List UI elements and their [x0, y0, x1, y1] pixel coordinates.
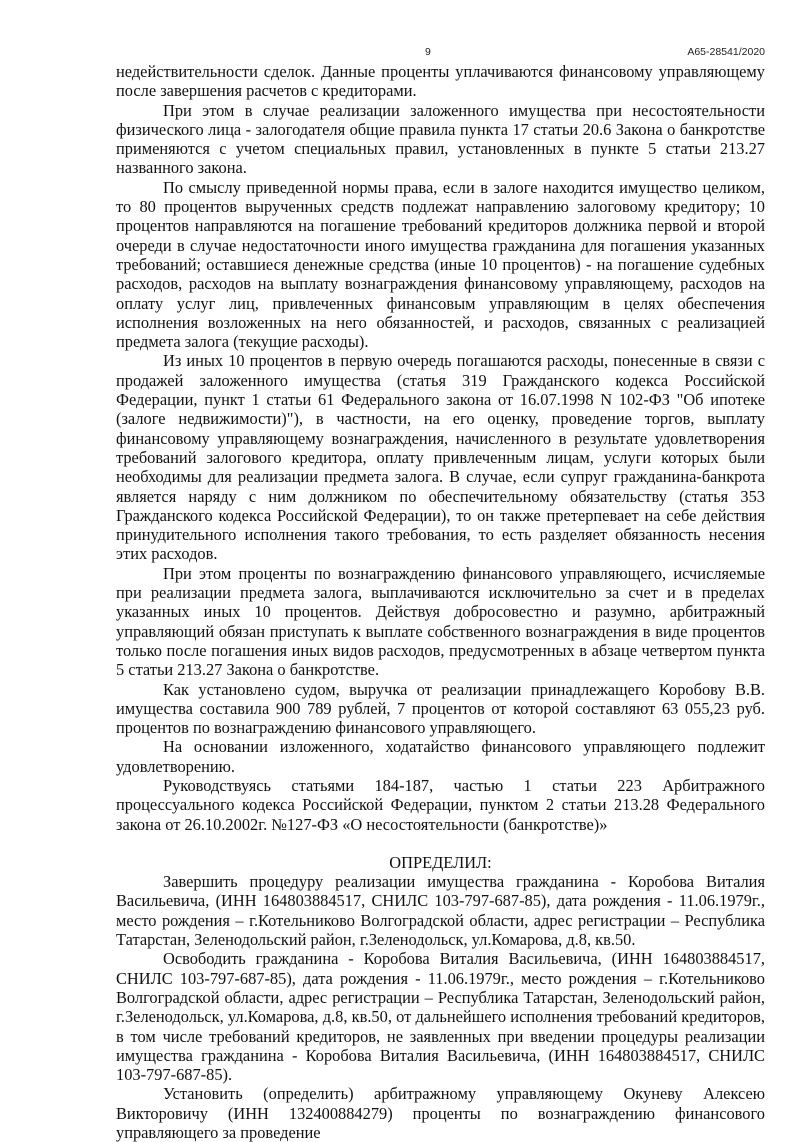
paragraph: На основании изложенного, ходатайство финансового управляющего подлежит удовлетворению. [116, 737, 765, 776]
paragraph: Из иных 10 процентов в первую очередь погашаются расходы, понесенные в связи с продажей заложенного имущества (статья 319 Гражданского кодекса Российской Федерации, пункт 1 статьи 61 Федерального закона от 16.07.1998 N 102-ФЗ "Об ипотеке (залоге недвижимости)"), в частности, на его оценку, проведение торгов, выплату финансовому управляющему вознаграждения, начисленного в результате удовлетворения требований залогового кредитора, оплату привлеченным лицам, услуги которых были необходимы для реализации предмета залога. В случае, если супруг гражданина-банкрота является наряду с ним должником по обеспечительному обязательству (статья 353 Гражданского кодекса Российской Федерации), то он также претерпевает на себе действия принудительного исполнения такого требования, то есть разделяет обязанность несения этих расходов. [116, 351, 765, 564]
resolution-paragraph: Освободить гражданина - Коробова Виталия Васильевича, (ИНН 164803884517, СНИЛС 103-797-687-85), дата рождения - 11.06.1979г., место рождения – г.Котельниково Волгоградской области, адрес регистрации – Республика Татарстан, Зеленодольский район, г.Зеленодольск, ул.Комарова, д.8, кв.50, от дальнейшего исполнения требований кредиторов, в том числе требований кредиторов, не заявленных при введении процедуры реализации имущества гражданина - Коробова Виталия Васильевича, (ИНН 164803884517, СНИЛС 103-797-687-85). [116, 949, 765, 1085]
resolution-paragraph: Установить (определить) арбитражному управляющему Окуневу Алексею Викторовичу (ИНН 132400884279) проценты по вознаграждению финансового управляющего за проведение [116, 1084, 765, 1142]
case-number: А65-28541/2020 [687, 46, 765, 58]
paragraph: Руководствуясь статьями 184-187, частью 1 статьи 223 Арбитражного процессуального кодекса Российской Федерации, пунктом 2 статьи 213.28 Федерального закона от 26.10.2002г. №127-ФЗ «О несостоятельности (банкротстве)» [116, 775, 765, 834]
paragraph: недействительности сделок. Данные проценты уплачиваются финансовому управляющему после завершения расчетов с кредиторами. [116, 62, 765, 101]
section-heading: ОПРЕДЕЛИЛ: [389, 852, 492, 872]
paragraph: При этом в случае реализации заложенного имущества при несостоятельности физического лица - залогодателя общие правила пункта 17 статьи 20.6 Закона о банкротстве применяются с учетом специальных правил, установленных в пункте 5 статьи 213.27 названного закона. [116, 100, 765, 178]
document-page [116, 46, 765, 1142]
resolution-paragraph: Завершить процедуру реализации имущества гражданина - Коробова Виталия Васильевича, (ИНН 164803884517, СНИЛС 103-797-687-85), дата рождения - 11.06.1979г., место рождения – г.Котельниково Волгоградской области, адрес регистрации – Республика Татарстан, Зеленодольский район, г.Зеленодольск, ул.Комарова, д.8, кв.50. [116, 872, 765, 950]
paragraph: По смыслу приведенной нормы права, если в залоге находится имущество целиком, то 80 процентов вырученных средств подлежат направлению залоговому кредитору; 10 процентов направляются на погашение требований кредиторов должника первой и второй очереди в случае недостаточности иного имущества гражданина для погашения указанных требований; оставшиеся денежные средства (иные 10 процентов) - на погашение судебных расходов, расходов на выплату вознаграждения финансовому управляющему, расходов на оплату услуг лиц, привлеченных финансовым управляющим в целях обеспечения исполнения возложенных на него обязанностей, и расходов, связанных с реализацией предмета залога (текущие расходы). [116, 177, 765, 352]
page-header [116, 46, 765, 62]
page-number: 9 [425, 46, 431, 58]
paragraph: Как установлено судом, выручка от реализации принадлежащего Коробову В.В. имущества составила 900 789 рублей, 7 процентов от которой составляют 63 055,23 руб. процентов по вознаграждению финансового управляющего. [116, 679, 765, 738]
paragraph: При этом проценты по вознаграждению финансового управляющего, исчисляемые при реализации предмета залога, выплачиваются исключительно за счет и в пределах указанных иных 10 процентов. Действуя добросовестно и разумно, арбитражный управляющий обязан приступать к выплате собственного вознаграждения в виде процентов только после погашения иных видов расходов, предусмотренных в абзаце четвертом пункта 5 статьи 213.27 Закона о банкротстве. [116, 563, 765, 680]
